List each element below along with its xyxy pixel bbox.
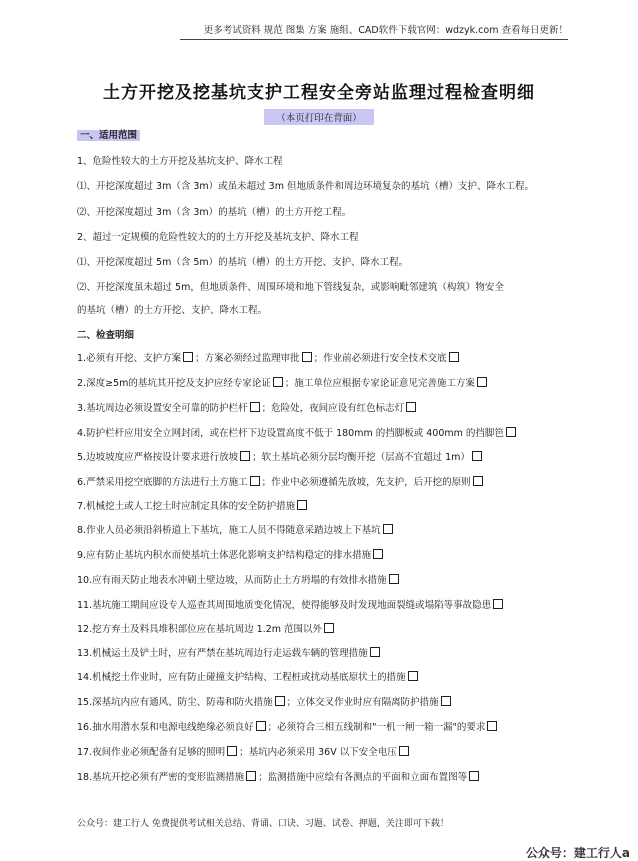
checkbox[interactable] [506, 427, 516, 437]
check-text: 14.机械挖土作业时，应有防止碰撞支护结构、工程桩或扰动基底原状土的措施 [77, 672, 406, 683]
check-text: 2.深度≥5m的基坑其开挖及支护应经专家论证 [77, 378, 271, 389]
checkbox[interactable] [487, 721, 497, 731]
checklist-heading: 二、检查明细 [77, 330, 135, 341]
checkbox[interactable] [406, 402, 416, 412]
check-text: ；作业前必须进行安全技术交底 [313, 353, 447, 364]
check-item [77, 623, 590, 637]
check-text: 8.作业人员必须沿斜桥道上下基坑，施工人员不得随意采踏边坡上下基坑 [77, 525, 381, 536]
check-text: 4.防护栏杆应用安全立网封闭，或在栏杆下边设置高度不低于 180mm 的挡脚板或 400mm 的挡脚笆 [77, 428, 504, 439]
scope-line: ⑵、开挖深度虽未超过 5m，但地质条件、周围环境和地下管线复杂，或影响毗邻建筑（构筑）物安全 [77, 282, 504, 293]
check-text: 12.挖方弃土及料具堆积部位应在基坑周边 1.2m 范围以外 [77, 624, 323, 635]
checkbox[interactable] [324, 623, 334, 633]
check-item [77, 352, 590, 366]
scope-heading-text: 一、适用范围 [77, 130, 140, 141]
scope-line: 2、超过一定规模的危险性较大的的土方开挖及基坑支护、降水工程 [77, 232, 359, 243]
check-text: 15.深基坑内应有通风、防尘、防毒和防火措施 [77, 697, 273, 708]
check-text: ；必须符合三相五线制和"一机一闸一箱一漏"的要求 [267, 722, 486, 733]
check-text: ；软土基坑必须分层均衡开挖（层高不宜超过 1m） [252, 452, 470, 463]
check-item [77, 549, 590, 563]
checkbox[interactable] [383, 524, 393, 534]
check-item [77, 574, 590, 588]
check-item [77, 402, 590, 416]
check-text: 9.应有防止基坑内积水而使基坑土体恶化影响支护结构稳定的排水措施 [77, 550, 372, 561]
checkbox[interactable] [273, 377, 283, 387]
header-banner: 更多考试资料 规范 图集 方案 施组、CAD软件下载官网：wdzyk.com 查看每日更新！ [180, 22, 568, 40]
check-text: 11.基坑施工期间应设专人巡查其周围地质变化情况，使得能够及时发现地面裂缝或塌陷等事故隐患 [77, 600, 492, 611]
check-item [77, 524, 590, 538]
scope-line: ⑵、开挖深度超过 3m（含 3m）的基坑（槽）的土方开挖工程。 [77, 207, 352, 218]
check-item [77, 721, 590, 735]
check-text: ；危险处，夜间应设有红色标志灯 [261, 403, 405, 414]
check-text: ；施工单位应根据专家论证意见完善施工方案 [284, 378, 475, 389]
check-item [77, 746, 590, 760]
check-text: ；方案必须经过监理审批 [195, 353, 300, 364]
check-item [77, 427, 590, 441]
check-text: ；立体交叉作业时应有隔离防护措施 [286, 697, 439, 708]
scope-line: 的基坑（槽）的土方开挖、支护、降水工程。 [77, 305, 268, 316]
checkbox[interactable] [473, 476, 483, 486]
checkbox[interactable] [389, 574, 399, 584]
checkbox[interactable] [472, 451, 482, 461]
check-item [77, 771, 590, 785]
check-item [77, 476, 590, 490]
checkbox[interactable] [449, 352, 459, 362]
check-text: 13.机械运土及铲土时，应有严禁在基坑周边行走运载车辆的管理措施 [77, 648, 368, 659]
page-title: 土方开挖及挖基坑支护工程安全旁站监理过程检查明细 [103, 83, 535, 103]
checkbox[interactable] [256, 721, 266, 731]
checkbox[interactable] [373, 549, 383, 559]
checkbox[interactable] [240, 451, 250, 461]
check-item [77, 451, 590, 465]
scope-line: ⑴、开挖深度超过 3m（含 3m）或虽未超过 3m 但地质条件和周边环境复杂的基坑（槽）支护、降水工程。 [77, 181, 534, 192]
check-text: 6.严禁采用挖空底脚的方法进行土方施工 [77, 477, 248, 488]
check-item [77, 671, 590, 685]
check-text: ；基坑内必须采用 36V 以下安全电压 [239, 747, 397, 758]
checkbox[interactable] [297, 500, 307, 510]
check-text: 17.夜间作业必须配备有足够的照明 [77, 747, 226, 758]
check-text: 7.机械挖土或人工挖土时应制定具体的安全防护措施 [77, 501, 296, 512]
check-text: ；作业中必须遵循先放坡，先支护，后开挖的原则 [261, 477, 471, 488]
scope-line: 1、危险性较大的土方开挖及基坑支护、降水工程 [77, 156, 283, 167]
check-text: 3.基坑周边必须设置安全可靠的防护栏杆 [77, 403, 248, 414]
check-item [77, 599, 590, 613]
checkbox[interactable] [469, 771, 479, 781]
check-item [77, 500, 590, 514]
subtitle-wrap [0, 106, 638, 125]
scope-line: ⑴、开挖深度超过 5m（含 5m）的基坑（槽）的土方开挖、支护、降水工程。 [77, 257, 409, 268]
checkbox[interactable] [408, 671, 418, 681]
check-text: 5.边坡坡度应严格按设计要求进行放坡 [77, 452, 239, 463]
check-item [77, 647, 590, 661]
scope-heading [77, 129, 590, 143]
check-item [77, 377, 590, 391]
check-item [77, 696, 590, 710]
check-text: 10.应有雨天防止地表水冲刷土壁边坡，从而防止土方坍塌的有效排水措施 [77, 575, 387, 586]
checkbox[interactable] [250, 402, 260, 412]
checkbox[interactable] [227, 746, 237, 756]
checkbox[interactable] [370, 647, 380, 657]
checkbox[interactable] [493, 599, 503, 609]
check-text: 1.必须有开挖、支护方案 [77, 353, 182, 364]
check-text: ；监测措施中应绘有各测点的平面和立面布置图等 [258, 772, 468, 783]
checkbox[interactable] [183, 352, 193, 362]
checkbox[interactable] [302, 352, 312, 362]
checkbox[interactable] [275, 696, 285, 706]
checkbox[interactable] [250, 476, 260, 486]
print-note: （本页打印在背面） [264, 109, 374, 125]
footer-note: 公众号：建工行人 免费提供考试相关总结、背诵、口诀、习题、试卷、押题，关注即可下载！ [77, 819, 449, 829]
checkbox[interactable] [399, 746, 409, 756]
checkbox[interactable] [441, 696, 451, 706]
check-text: 16.抽水用潜水泵和电源电线绝缘必须良好 [77, 722, 254, 733]
check-text: 18.基坑开挖必须有严密的变形监测措施 [77, 772, 245, 783]
watermark: 公众号：建工行人a [525, 846, 630, 860]
checkbox[interactable] [246, 771, 256, 781]
checkbox[interactable] [477, 377, 487, 387]
